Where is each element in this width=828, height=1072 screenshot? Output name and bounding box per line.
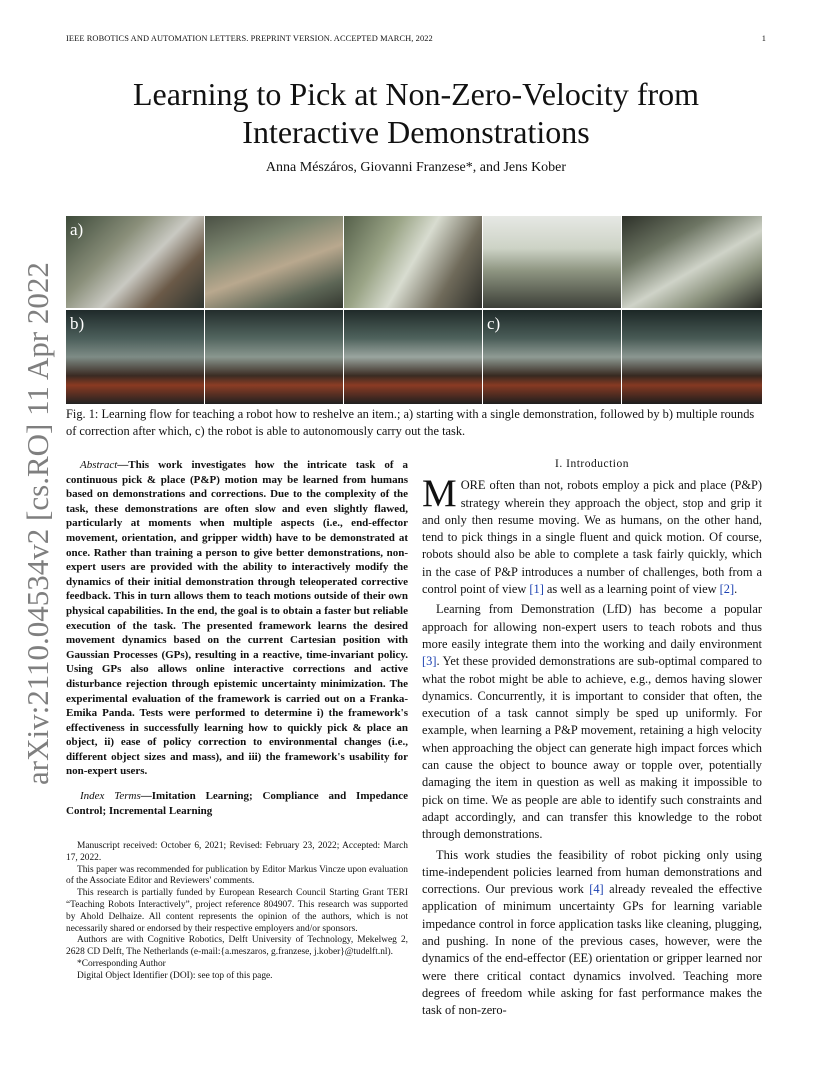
intro-paragraph-2 bbox=[422, 601, 762, 843]
section-heading: I. Introduction bbox=[555, 458, 629, 470]
photo-b3 bbox=[344, 310, 482, 404]
photo-b2 bbox=[205, 310, 343, 404]
index-terms-text: —Imitation Learning; Compliance and Impedance Control; Incremental Learning bbox=[66, 790, 408, 817]
intro-paragraph-3 bbox=[422, 847, 762, 1020]
footnote: Manuscript received: October 6, 2021; Revised: February 23, 2022; Accepted: March 17, 2022. bbox=[66, 841, 408, 863]
text-run: ORE often than not, robots employ a pick and place (P&P) strategy wherein they approach the object, stop and grip it and only then resume moving. We as humans, on the other hand, tend to pick things in a single fluent and quick motion. Of course, robots should also be able to complete a task fairly quickly, which in the case of P&P introduces a number of challenges, both from a control point of view bbox=[422, 478, 762, 597]
left-column bbox=[66, 458, 408, 818]
text-run: . Yet these provided demonstrations are sub-optimal compared to what the robot might be able to achieve, e.g., demos having slower dynamics. Concurrently, it is important to consider that often, the execution of a task cannot simply be sped up uniformly. For example, when learning a P&P movement, retaining a high velocity when approaching the object can generate high impact forces which can cause the object to bounce away or topple over, potentially damaging the item in question as well as making it impossible to pick on time. We as people are able to identify such constraints and adapt accordingly, and can transfer this knowledge to the robot through demonstrations. bbox=[422, 654, 762, 842]
photo-a2 bbox=[205, 216, 343, 308]
label-a: a) bbox=[70, 220, 84, 239]
index-terms-label: Index Terms bbox=[80, 790, 141, 803]
author-list: Anna Mészáros, Giovanni Franzese*, and Jens Kober bbox=[265, 160, 567, 175]
photo-c1 bbox=[483, 310, 621, 404]
journal-name: IEEE ROBOTICS AND AUTOMATION LETTERS. PREPRINT VERSION. ACCEPTED MARCH, 2022 bbox=[66, 34, 433, 43]
citation-link[interactable]: [4] bbox=[589, 882, 604, 897]
photo-a3 bbox=[344, 216, 482, 308]
citation-link[interactable]: [1] bbox=[529, 582, 544, 597]
footnote: This paper was recommended for publication by Editor Markus Vincze upon evaluation of the Associate Editor and Reviewers' comments. bbox=[66, 864, 408, 887]
footnote: *Corresponding Author bbox=[77, 958, 166, 969]
text-run: Learning from Demonstration (LfD) has become a popular approach for allowing non-expert users to teach robots and thus more easily integrate them into the working and daily environment bbox=[422, 602, 762, 651]
index-terms bbox=[66, 789, 408, 818]
abstract-text: —This work investigates how the intricate task of a continuous pick & place (P&P) motion may be learned from humans based on demonstrations and corrections. Due to the complexity of the task, these demonstrations are often slow and even slightly flawed, particularly at moments when multiple aspects (i.e., end-effector movement, orientation, and gripper width) have to be demonstrated at once. Rather than training a person to give better demonstrations, non-expert users are provided with the ability to interactively modify the dynamics of their initial demonstration through teleoperated corrective feedback. This in turn allows them to teach motions outside of their own physical capabilities. In the end, the goal is to obtain a faster but reliable execution of the task. The presented framework learns the desired movement dynamics based on the current Cartesian position with Gaussian Processes (GPs), resulting in a reactive, time-invariant policy. Using GPs also allows online interactive corrections and active disturbance rejection through epistemic uncertainty minimization. The experimental evaluation of the framework is carried out on a Franka-Emika Panda. Tests were performed to determine i) the framework's effectiveness in successfully learning how to quickly pick & place an object, ii) ease of policy correction to environmental changes (i.e., different object sizes and mass), and iii) the framework's usability for non-expert users. bbox=[66, 459, 408, 778]
photo-c2 bbox=[622, 310, 762, 404]
photo-a5 bbox=[622, 216, 762, 308]
figure-caption: Fig. 1: Learning flow for teaching a robot how to reshelve an item.; a) starting with a single demonstration, followed by b) multiple rounds of correction after which, c) the robot is able to autonomously carry out the task. bbox=[66, 407, 755, 438]
footnote: Digital Object Identifier (DOI): see top of this page. bbox=[77, 970, 273, 981]
footnote: Authors are with Cognitive Robotics, Delft University of Technology, Mekelweg 2, 2628 CD Delft, The Netherlands (e-mail:{a.meszaros, g.franzese, j.kober}@tudelft.nl). bbox=[66, 935, 408, 958]
footnote: This research is partially funded by European Research Council Starting Grant TERI “Teaching Robots Interactively”, project reference 804907. This research was supported by Ahold Delhaize. All content represents the opinion of the authors, which is not necessarily shared or endorsed by their respective employers and/or sponsors. bbox=[66, 888, 408, 934]
running-header bbox=[66, 34, 766, 43]
citation-link[interactable]: [3] bbox=[422, 654, 437, 669]
text-run: already revealed the effective application of minimum uncertainty GPs for learning variable impedance control in force application tasks like cleaning, plugging, and pushing. In none of the previous cases, however, were the dynamics of the end-effector (EE) orientation or gripper learned nor were there critical contact dynamics involved. Teaching more degrees of freedom while asking for fast performance makes the task of non-zero- bbox=[422, 882, 762, 1018]
label-b: b) bbox=[70, 314, 85, 333]
abstract-label: Abstract bbox=[80, 459, 118, 471]
arxiv-watermark: arXiv:2110.04534v2 [cs.RO] 11 Apr 2022 bbox=[20, 262, 55, 785]
photo-a4 bbox=[483, 216, 621, 308]
right-column bbox=[422, 456, 762, 1020]
page-number: 1 bbox=[761, 34, 766, 43]
figure-1 bbox=[66, 216, 762, 404]
paper-title: Learning to Pick at Non-Zero-Velocity from Interactive Demonstrations bbox=[132, 76, 700, 150]
citation-link[interactable]: [2] bbox=[719, 582, 735, 597]
intro-paragraph-1 bbox=[422, 472, 762, 598]
photo-a1 bbox=[66, 216, 204, 308]
drop-cap: M bbox=[422, 472, 457, 516]
text-run: as well as a learning point of view bbox=[543, 582, 720, 597]
photo-b1 bbox=[66, 310, 204, 404]
footnotes bbox=[66, 841, 408, 983]
abstract bbox=[66, 458, 408, 779]
text-run: This work studies the feasibility of robot picking only using time-independent policies learned from human demonstrations and corrections. Our previous work bbox=[422, 847, 762, 897]
text-run: . bbox=[734, 582, 738, 597]
label-c: c) bbox=[487, 314, 501, 333]
